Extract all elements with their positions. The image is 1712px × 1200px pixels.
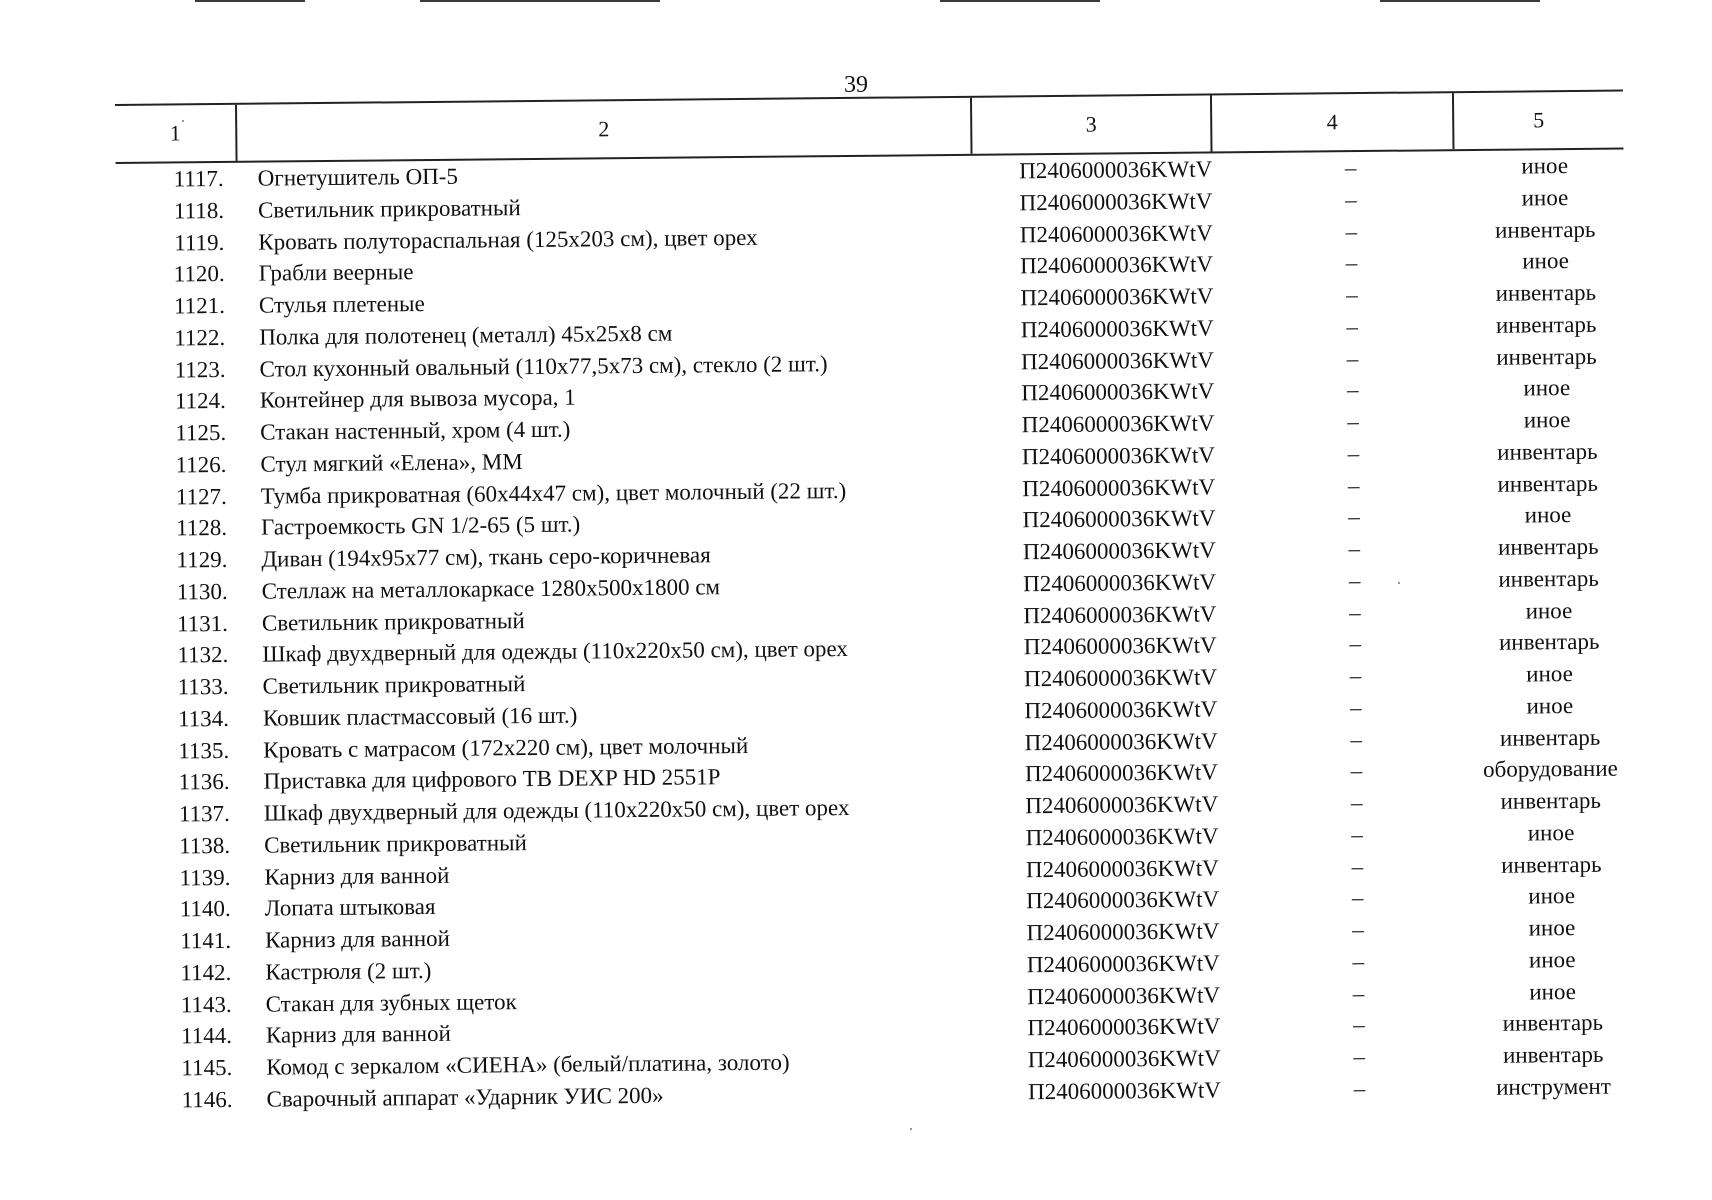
item-name: Светильник прикроватный bbox=[257, 194, 521, 223]
item-code: П2406000036KWtV bbox=[1020, 315, 1214, 343]
item-name: Контейнер для вывоза мусора, 1 bbox=[259, 384, 576, 413]
col4-dash: – bbox=[1348, 567, 1361, 593]
item-name: Комод с зеркалом «СИЕНА» (белый/платина, золото) bbox=[266, 1049, 790, 1080]
row-number: 1131. bbox=[176, 610, 229, 636]
col4-dash: – bbox=[1346, 282, 1358, 308]
col4-dash: – bbox=[1350, 790, 1363, 816]
item-name: Стакан для зубных щеток bbox=[265, 988, 517, 1017]
col4-dash: – bbox=[1350, 726, 1363, 752]
item-code: П2406000036KWtV bbox=[1027, 1045, 1221, 1073]
item-code: П2406000036KWtV bbox=[1022, 473, 1216, 501]
col4-dash: – bbox=[1346, 377, 1359, 403]
item-name: Кастрюля (2 шт.) bbox=[265, 957, 432, 985]
row-number: 1143. bbox=[180, 991, 232, 1017]
row-number: 1119. bbox=[174, 229, 225, 255]
item-code: П2406000036KWtV bbox=[1020, 251, 1214, 279]
row-number: 1139. bbox=[179, 864, 231, 890]
col4-dash: – bbox=[1347, 440, 1360, 466]
header-col-4: 4 bbox=[1210, 93, 1453, 151]
row-number: 1120. bbox=[173, 261, 225, 287]
item-name: Стеллаж на металлокаркасе 1280х500х1800 см bbox=[261, 573, 721, 604]
row-number: 1118. bbox=[173, 197, 225, 224]
col4-dash: – bbox=[1353, 1044, 1366, 1070]
col4-dash: – bbox=[1351, 885, 1364, 911]
row-number: 1123. bbox=[174, 356, 226, 382]
row-number: 1146. bbox=[181, 1086, 233, 1113]
col4-dash: – bbox=[1345, 250, 1358, 276]
row-number: 1134. bbox=[177, 705, 230, 732]
item-category: иное bbox=[1523, 407, 1571, 433]
col4-dash: – bbox=[1350, 758, 1363, 784]
row-number: 1128. bbox=[176, 515, 228, 541]
col4-dash: – bbox=[1352, 948, 1365, 974]
row-number: 1124. bbox=[174, 388, 226, 414]
col4-dash: – bbox=[1353, 1012, 1365, 1038]
item-category: оборудование bbox=[1482, 755, 1618, 783]
item-code: П2406000036KWtV bbox=[1019, 219, 1213, 247]
top-edge-line-left bbox=[195, 0, 305, 2]
row-number: 1142. bbox=[180, 959, 232, 986]
row-number: 1144. bbox=[180, 1023, 233, 1049]
col4-dash: – bbox=[1348, 504, 1360, 530]
item-code: П2406000036KWtV bbox=[1023, 664, 1218, 692]
col4-dash: – bbox=[1345, 186, 1357, 212]
scan-speck bbox=[910, 1128, 912, 1130]
item-name: Сварочный аппарат «Ударник УИС 200» bbox=[266, 1082, 664, 1112]
top-edge-line-right bbox=[940, 0, 1100, 2]
row-number: 1125. bbox=[175, 419, 227, 446]
item-name: Огнетушитель ОП-5 bbox=[257, 163, 459, 191]
item-code: П2406000036KWtV bbox=[1019, 188, 1213, 216]
item-category: инвентарь bbox=[1498, 629, 1600, 655]
row-number: 1129. bbox=[176, 546, 228, 573]
col4-dash: – bbox=[1345, 218, 1358, 244]
item-code: П2406000036KWtV bbox=[1026, 886, 1220, 914]
item-name: Приставка для цифрового ТВ DEXP HD 2551P bbox=[263, 764, 721, 794]
item-code: П2406000036KWtV bbox=[1021, 410, 1215, 438]
col4-dash: – bbox=[1349, 599, 1361, 625]
item-name: Светильник прикроватный bbox=[261, 607, 525, 636]
item-category: инвентарь bbox=[1500, 787, 1602, 814]
item-category: инвентарь bbox=[1497, 533, 1599, 560]
item-name: Грабли веерные bbox=[258, 259, 414, 286]
item-name: Шкаф двухдверный для одежды (110х220х50 см), цвет орех bbox=[263, 794, 850, 826]
row-number: 1141. bbox=[180, 927, 232, 954]
item-category: иное bbox=[1522, 248, 1569, 274]
item-category: инвентарь bbox=[1495, 279, 1597, 306]
item-name: Кровать полутораспальная (125х203 см), цвет орех bbox=[258, 224, 758, 255]
header-col-2: 2 bbox=[235, 98, 971, 161]
item-code: П2406000036KWtV bbox=[1026, 950, 1220, 978]
col4-dash: – bbox=[1353, 1075, 1366, 1101]
item-code: П2406000036KWtV bbox=[1023, 600, 1217, 628]
col4-dash: – bbox=[1344, 155, 1357, 181]
item-name: Диван (194х95х77 см), ткань серо-коричневая bbox=[261, 542, 711, 572]
row-number: 1132. bbox=[177, 642, 229, 668]
item-name: Шкаф двухдверный для одежды (110х220х50 см), цвет орех bbox=[262, 636, 848, 667]
col4-dash: – bbox=[1351, 821, 1363, 847]
item-code: П2406000036KWtV bbox=[1023, 632, 1217, 660]
col4-dash: – bbox=[1346, 345, 1359, 371]
header-col-1: 1 bbox=[169, 120, 181, 146]
item-category: иное bbox=[1526, 661, 1573, 687]
item-category: иное bbox=[1528, 946, 1576, 973]
item-code: П2406000036KWtV bbox=[1025, 854, 1219, 882]
header-col-3: 3 bbox=[970, 95, 1211, 153]
item-category: инвентарь bbox=[1496, 343, 1597, 370]
item-code: П2406000036KWtV bbox=[1026, 918, 1220, 946]
item-name: Светильник прикроватный bbox=[262, 671, 526, 699]
item-category: иное bbox=[1528, 883, 1576, 909]
item-name: Тумба прикроватная (60х44х47 см), цвет молочный (22 шт.) bbox=[260, 477, 847, 509]
col4-dash: – bbox=[1352, 917, 1364, 943]
item-category: иное bbox=[1526, 692, 1574, 719]
item-category: инвентарь bbox=[1499, 724, 1601, 751]
row-number: 1135. bbox=[178, 737, 230, 763]
col4-dash: – bbox=[1349, 631, 1362, 657]
item-name: Карниз для ванной bbox=[264, 862, 450, 890]
scan-speck bbox=[1398, 582, 1400, 584]
item-code: П2406000036KWtV bbox=[1025, 791, 1219, 819]
row-number: 1127. bbox=[175, 483, 227, 509]
item-code: П2406000036KWtV bbox=[1027, 1013, 1221, 1041]
item-category: инвентарь bbox=[1498, 565, 1599, 592]
item-category: иное bbox=[1521, 184, 1569, 211]
item-name: Лопата штыковая bbox=[264, 894, 436, 921]
row-number: 1140. bbox=[179, 896, 231, 922]
col4-dash: – bbox=[1349, 694, 1362, 720]
scan-speck bbox=[182, 120, 184, 122]
item-category: инвентарь bbox=[1501, 851, 1602, 878]
item-code: П2406000036KWtV bbox=[1020, 283, 1214, 311]
item-category: инвентарь bbox=[1502, 1041, 1604, 1068]
item-name: Карниз для ванной bbox=[265, 1021, 451, 1048]
header-col-5: 5 bbox=[1452, 92, 1624, 150]
item-name: Стакан настенный, хром (4 шт.) bbox=[260, 416, 571, 445]
top-edge-line-center bbox=[420, 0, 660, 2]
page-number: 39 bbox=[844, 72, 868, 98]
item-category: инструмент bbox=[1496, 1073, 1611, 1100]
item-category: иное bbox=[1527, 819, 1575, 846]
row-number: 1133. bbox=[177, 673, 229, 700]
item-category: иное bbox=[1524, 502, 1572, 528]
item-code: П2406000036KWtV bbox=[1024, 727, 1218, 755]
item-category: инвентарь bbox=[1494, 216, 1596, 243]
item-code: П2406000036KWtV bbox=[1025, 823, 1219, 851]
item-code: П2406000036KWtV bbox=[1022, 537, 1216, 565]
item-name: Полка для полотенец (металл) 45х25х8 см bbox=[259, 320, 673, 350]
item-category: иное bbox=[1529, 978, 1576, 1004]
row-number: 1145. bbox=[181, 1054, 233, 1081]
item-category: иное bbox=[1528, 915, 1576, 941]
table-body bbox=[116, 150, 1633, 1117]
item-code: П2406000036KWtV bbox=[1023, 569, 1217, 597]
row-number: 1130. bbox=[176, 578, 228, 605]
item-code: П2406000036KWtV bbox=[1021, 442, 1216, 470]
item-name: Карниз для ванной bbox=[264, 925, 451, 953]
col4-dash: – bbox=[1352, 980, 1365, 1006]
item-name: Гастроемкость GN 1/2-65 (5 шт.) bbox=[260, 511, 581, 540]
item-name: Стул мягкий «Елена», ММ bbox=[260, 448, 523, 477]
col4-dash: – bbox=[1347, 409, 1359, 435]
row-number: 1121. bbox=[173, 292, 226, 319]
item-code: П2406000036KWtV bbox=[1024, 696, 1218, 724]
col4-dash: – bbox=[1347, 472, 1360, 498]
item-code: П2406000036KWtV bbox=[1027, 981, 1221, 1009]
item-code: П2406000036KWtV bbox=[1021, 378, 1215, 406]
item-code: П2406000036KWtV bbox=[1027, 1077, 1222, 1105]
row-number: 1136. bbox=[178, 769, 230, 795]
item-category: инвентарь bbox=[1497, 470, 1599, 497]
row-number: 1138. bbox=[179, 832, 231, 859]
col4-dash: – bbox=[1351, 853, 1364, 879]
row-number: 1137. bbox=[178, 800, 230, 827]
item-code: П2406000036KWtV bbox=[1019, 156, 1213, 184]
inventory-table bbox=[115, 90, 1633, 1117]
item-code: П2406000036KWtV bbox=[1024, 759, 1219, 787]
item-code: П2406000036KWtV bbox=[1022, 505, 1216, 533]
col4-dash: – bbox=[1348, 536, 1361, 562]
row-number: 1117. bbox=[173, 165, 224, 192]
item-category: иное bbox=[1521, 153, 1569, 179]
item-name: Кровать с матрасом (172х220 см), цвет молочный bbox=[263, 732, 749, 763]
item-name: Светильник прикроватный bbox=[263, 829, 527, 858]
item-name: Стулья плетеные bbox=[258, 291, 425, 318]
item-name: Ковшик пластмассовый (16 шт.) bbox=[262, 702, 578, 731]
top-edge-line-far-right bbox=[1380, 0, 1540, 2]
item-category: инвентарь bbox=[1495, 311, 1597, 338]
item-code: П2406000036KWtV bbox=[1020, 346, 1215, 374]
row-number: 1122. bbox=[174, 324, 226, 351]
row-number: 1126. bbox=[175, 451, 227, 478]
col4-dash: – bbox=[1349, 663, 1362, 689]
col4-dash: – bbox=[1346, 313, 1359, 339]
item-name: Стол кухонный овальный (110х77,5х73 см), стекло (2 шт.) bbox=[259, 350, 828, 382]
item-category: инвентарь bbox=[1502, 1010, 1604, 1036]
item-category: иное bbox=[1525, 597, 1573, 623]
item-category: инвентарь bbox=[1497, 438, 1598, 465]
item-category: иное bbox=[1523, 375, 1571, 401]
